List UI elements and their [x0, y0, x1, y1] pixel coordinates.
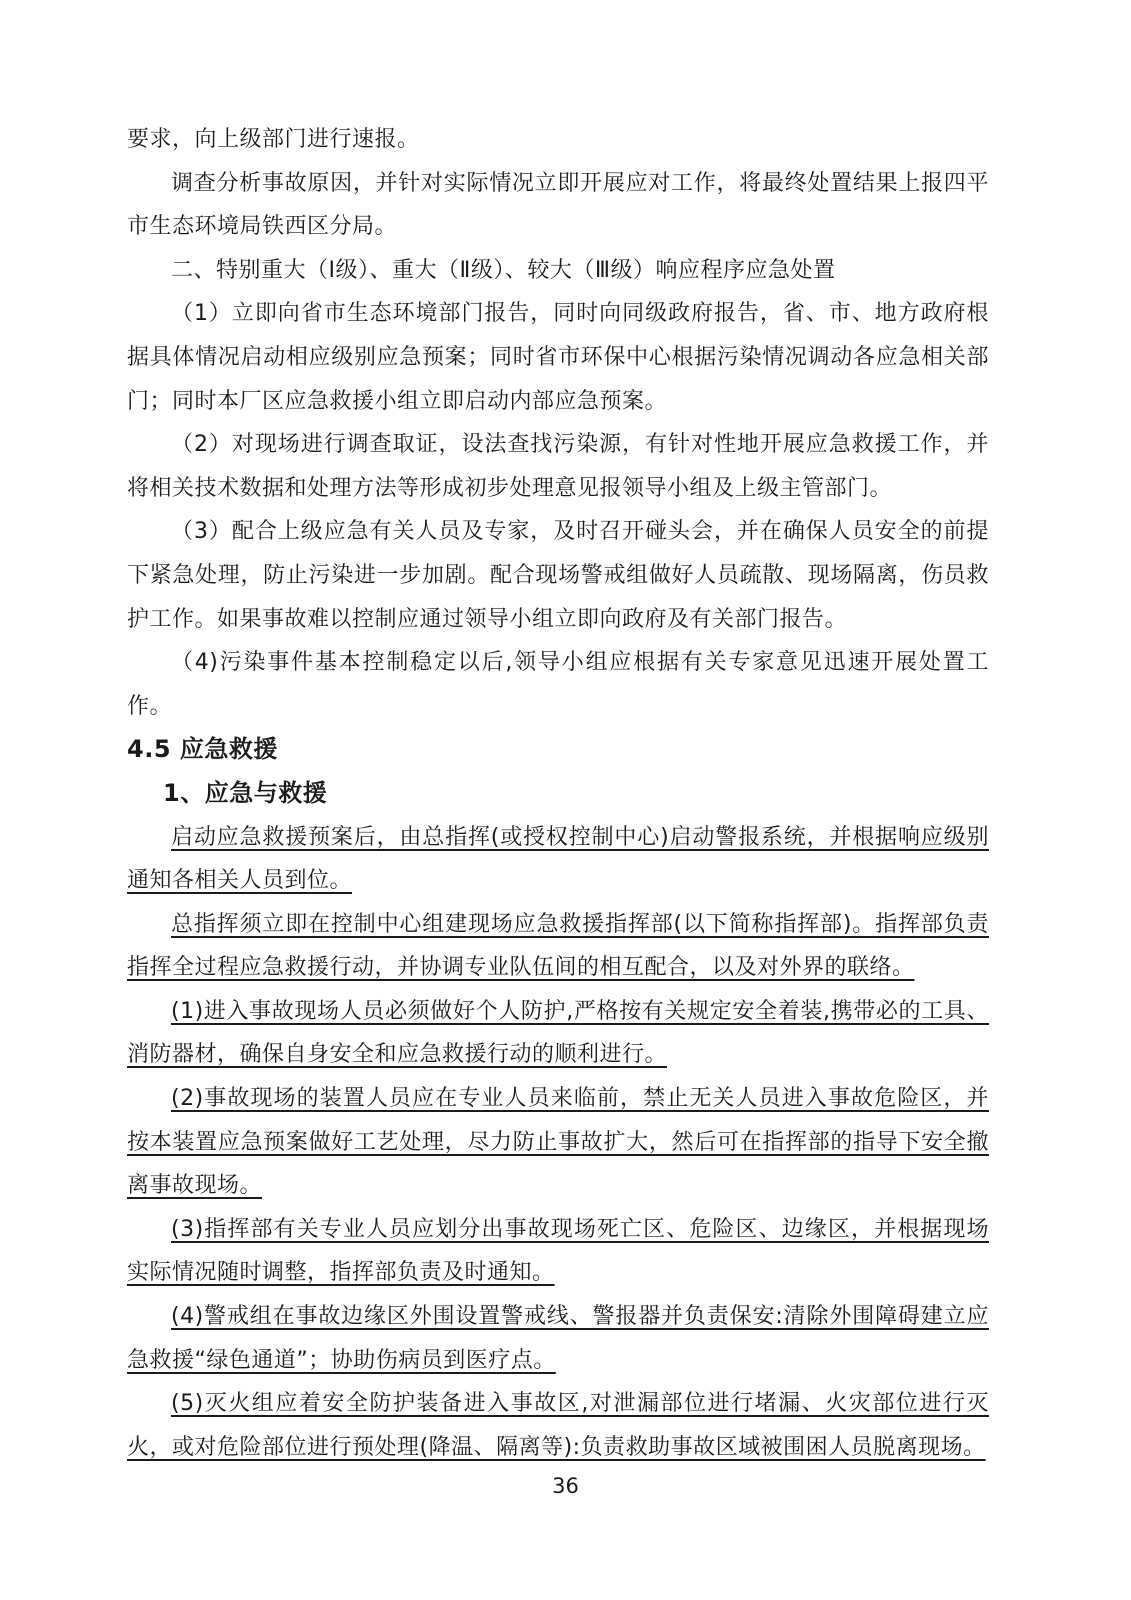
- paragraph: 总指挥须立即在控制中心组建现场应急救援指挥部(以下简称指挥部)。指挥部负责指挥全过程应急救援行动，并协调专业队伍间的相互配合，以及对外界的联络。: [127, 911, 989, 981]
- paragraph: （2）对现场进行调查取证，设法查找污染源，有针对性地开展应急救援工作，并将相关技术数据和处理方法等形成初步处理意见报领导小组及上级主管部门。: [127, 432, 989, 501]
- paragraph: (1)进入事故现场人员必须做好个人防护,严格按有关规定安全着装,携带必的工具、消防器材，确保自身安全和应急救援行动的顺利进行。: [127, 998, 989, 1068]
- paragraph: 二、特别重大（Ⅰ级）、重大（Ⅱ级）、较大（Ⅲ级）响应程序应急处置: [171, 257, 836, 283]
- paragraph: (5)灭火组应着安全防护装备进入事故区,对泄漏部位进行堵漏、火灾部位进行灭火，或对危险部位进行预处理(降温、隔离等):负责救助事故区域被围困人员脱离现场。: [127, 1391, 989, 1460]
- paragraph: （1）立即向省市生态环境部门报告，同时向同级政府报告，省、市、地方政府根据具体情况启动相应级别应急预案；同时省市环保中心根据污染情况调动各应急相关部门；同时本厂区应急救援小组立即启动内部应急预案。: [127, 301, 989, 414]
- paragraph: 调查分析事故原因，并针对实际情况立即开展应对工作，将最终处置结果上报四平市生态环境局铁西区分局。: [127, 170, 989, 240]
- section-heading: 4.5 应急救援: [127, 735, 278, 764]
- sub-heading: 1、应急与救援: [163, 778, 328, 807]
- paragraph: 要求，向上级部门进行速报。: [127, 127, 420, 152]
- page-footer: [0, 1474, 1131, 1498]
- paragraph: (3)指挥部有关专业人员应划分出事故现场死亡区、危险区、边缘区，并根据现场实际情况随时调整，指挥部负责及时通知。: [127, 1216, 989, 1286]
- paragraph: （4)污染事件基本控制稳定以后,领导小组应根据有关专家意见迅速开展处置工作。: [127, 650, 989, 719]
- paragraph: (2)事故现场的装置人员应在专业人员来临前，禁止无关人员进入事故危险区，并按本装置应急预案做好工艺处理，尽力防止事故扩大，然后可在指挥部的指导下安全撤离事故现场。: [127, 1086, 989, 1199]
- paragraph: (4)警戒组在事故边缘区外围设置警戒线、警报器并负责保安:清除外围障碍建立应急救援“绿色通道”；协助伤病员到医疗点。: [127, 1304, 989, 1373]
- document-content: [127, 118, 989, 1469]
- paragraph: （3）配合上级应急有关人员及专家，及时召开碰头会，并在确保人员安全的前提下紧急处理，防止污染进一步加剧。配合现场警戒组做好人员疏散、现场隔离，伤员救护工作。如果事故难以控制应通过领导小组立即向政府及有关部门报告。: [127, 519, 989, 632]
- page-number: 36: [552, 1474, 579, 1498]
- paragraph: 启动应急救援预案后，由总指挥(或授权控制中心)启动警报系统，并根据响应级别通知各相关人员到位。: [127, 824, 989, 894]
